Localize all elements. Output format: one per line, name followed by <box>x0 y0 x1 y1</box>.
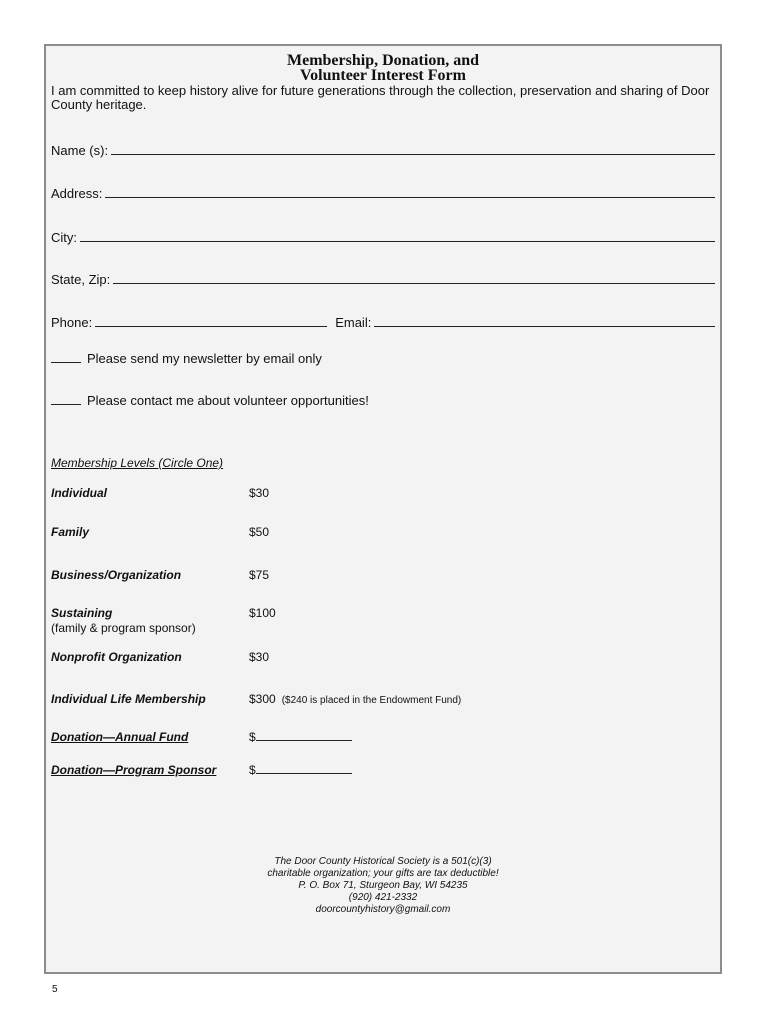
form-title-line2: Volunteer Interest Form <box>300 67 466 84</box>
phone-label: Phone: <box>51 315 93 330</box>
address-field[interactable] <box>51 181 715 201</box>
level-individual-name[interactable]: Individual <box>51 486 108 500</box>
endowment-note: ($240 is placed in the Endowment Fund) <box>281 695 462 706</box>
level-nonprofit-name[interactable]: Nonprofit Organization <box>51 650 182 664</box>
page-number: 5 <box>52 984 58 995</box>
city-field[interactable] <box>51 225 715 245</box>
name-line[interactable] <box>111 154 715 155</box>
city-label: City: <box>51 230 77 245</box>
newsletter-label: Please send my newsletter by email only <box>87 351 322 366</box>
level-life-amount-group <box>249 692 461 706</box>
level-life-name[interactable]: Individual Life Membership <box>51 692 206 706</box>
levels-heading: Membership Levels (Circle One) <box>51 456 224 470</box>
intro-text: I am committed to keep history alive for future generations through the collection, preservation and sharing of Door County heritage. <box>51 83 710 112</box>
address-label: Address: <box>51 186 103 201</box>
state-zip-field[interactable] <box>51 267 715 287</box>
volunteer-label: Please contact me about volunteer opportunities! <box>87 393 369 408</box>
donation-sponsor-amount-group[interactable] <box>249 763 352 777</box>
name-label: Name (s): <box>51 143 109 158</box>
level-business-name[interactable]: Business/Organization <box>51 568 182 582</box>
footer-line1: The Door County Historical Society is a 501(c)(3) <box>274 856 492 867</box>
level-sustaining-amount: $100 <box>249 606 276 620</box>
form-title-line1: Membership, Donation, and <box>286 52 480 69</box>
form-frame <box>44 44 722 974</box>
donation-sponsor-line[interactable] <box>256 773 352 774</box>
donation-annual-currency: $ <box>249 730 256 744</box>
donation-annual-line[interactable] <box>256 740 352 741</box>
level-nonprofit-amount: $30 <box>249 650 270 664</box>
newsletter-option[interactable] <box>51 351 322 366</box>
donation-sponsor-name[interactable]: Donation—Program Sponsor <box>51 763 217 777</box>
donation-annual-amount-group[interactable] <box>249 730 352 744</box>
level-sustaining-sub: (family & program sponsor) <box>51 621 196 635</box>
donation-sponsor-currency: $ <box>249 763 256 777</box>
footer-line2: charitable organization; your gifts are tax deductible! <box>267 868 499 879</box>
state-zip-label: State, Zip: <box>51 272 111 287</box>
volunteer-checkbox[interactable] <box>51 404 81 405</box>
society-footer <box>46 856 720 916</box>
level-individual-amount: $30 <box>249 486 270 500</box>
phone-line[interactable] <box>95 326 327 327</box>
name-field[interactable] <box>51 138 715 158</box>
state-zip-line[interactable] <box>113 283 715 284</box>
newsletter-checkbox[interactable] <box>51 362 81 363</box>
address-line[interactable] <box>105 197 715 198</box>
volunteer-option[interactable] <box>51 393 369 408</box>
phone-email-row[interactable] <box>51 310 715 330</box>
email-label: Email: <box>335 315 372 330</box>
level-sustaining-name[interactable]: Sustaining <box>51 606 113 620</box>
email-line[interactable] <box>374 326 715 327</box>
footer-email: doorcountyhistory@gmail.com <box>315 904 451 915</box>
footer-phone: (920) 421-2332 <box>348 892 418 903</box>
level-life-amount: $300 <box>249 692 276 706</box>
footer-address: P. O. Box 71, Sturgeon Bay, WI 54235 <box>298 880 468 891</box>
level-family-amount: $50 <box>249 525 270 539</box>
level-business-amount: $75 <box>249 568 270 582</box>
donation-annual-name[interactable]: Donation—Annual Fund <box>51 730 189 744</box>
city-line[interactable] <box>80 241 715 242</box>
level-family-name[interactable]: Family <box>51 525 90 539</box>
